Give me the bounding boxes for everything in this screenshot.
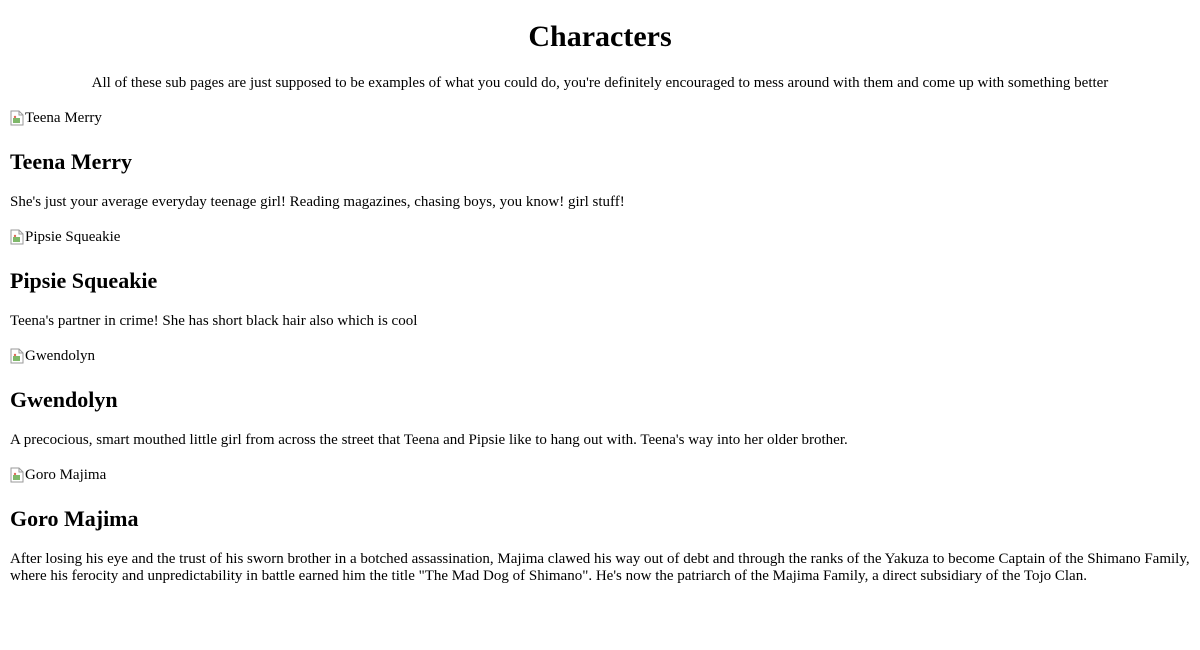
- character-name: Gwendolyn: [10, 387, 118, 412]
- broken-image-icon: [10, 467, 24, 483]
- character-gwendolyn: [10, 330, 1190, 449]
- character-description: She's just your average everyday teenage girl! Reading magazines, chasing boys, you know! girl stuff!: [10, 194, 625, 210]
- character-goro-majima: [10, 449, 1190, 585]
- character-description: Teena's partner in crime! She has short black hair also which is cool: [10, 313, 418, 329]
- character-image: [10, 466, 106, 484]
- intro-text: All of these sub pages are just supposed to be examples of what you could do, you're definitely encouraged to mess around with them and come up with something better: [91, 75, 1109, 91]
- character-name: Pipsie Squeakie: [10, 268, 158, 293]
- character-description: A precocious, smart mouthed little girl from across the street that Teena and Pipsie like to hang out with. Teena's way into her older brother.: [10, 432, 848, 448]
- broken-image-icon: [10, 348, 24, 364]
- character-teena-merry: [10, 92, 1190, 211]
- character-image-alt: Gwendolyn: [25, 348, 95, 364]
- character-description: After losing his eye and the trust of his sworn brother in a botched assassination, Majima clawed his way out of debt and through the ranks of the Yakuza to become Captain of the Shimano Family, where his ferocity and unpredictability in battle earned him the title "The Mad Dog of Shimano". He's now the patriarch of the Majima Family, a direct subsidiary of the Tojo Clan.: [10, 551, 1190, 584]
- character-image: [10, 347, 95, 365]
- character-name: Goro Majima: [10, 506, 139, 531]
- character-image-alt: Teena Merry: [25, 110, 102, 126]
- character-name: Teena Merry: [10, 149, 132, 174]
- character-image: [10, 228, 120, 246]
- page-title: Characters: [528, 20, 672, 53]
- character-image-alt: Goro Majima: [25, 467, 107, 483]
- character-pipsie-squeakie: [10, 211, 1190, 330]
- broken-image-icon: [10, 110, 24, 126]
- character-image-alt: Pipsie Squeakie: [25, 229, 121, 245]
- character-image: [10, 109, 102, 127]
- broken-image-icon: [10, 229, 24, 245]
